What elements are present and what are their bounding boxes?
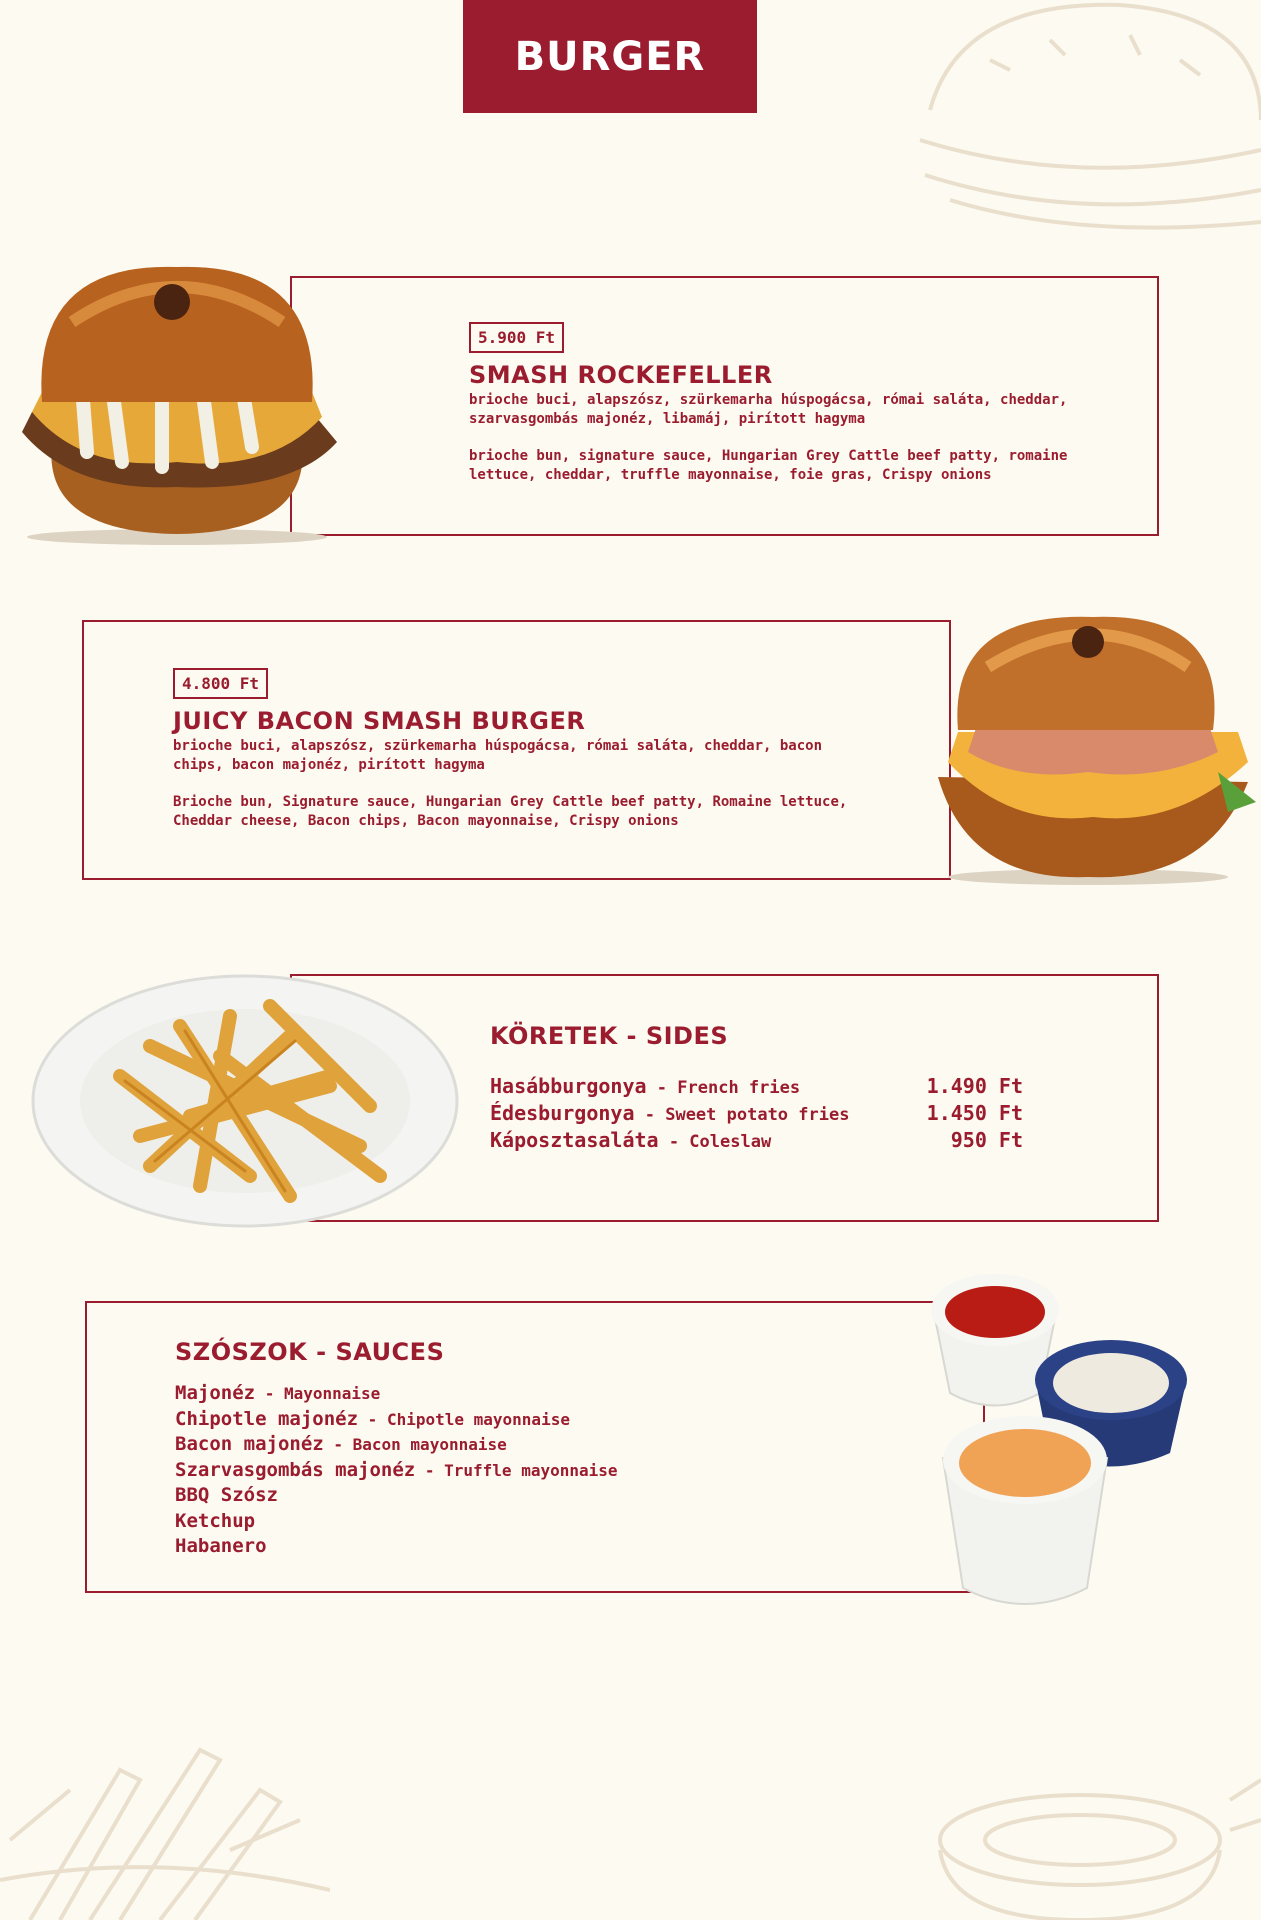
- fries-sketch-icon: [0, 1730, 330, 1920]
- item-description-hu: brioche buci, alapszósz, szürkemarha húspogácsa, római saláta, cheddar, bacon chips, bacon majonéz, pirított hagyma: [173, 738, 823, 773]
- side-name-en: Sweet potato fries: [665, 1105, 850, 1125]
- menu-header: [463, 0, 757, 113]
- sides-title: KÖRETEK - SIDES: [490, 1022, 729, 1050]
- burger-photo: [12, 262, 342, 547]
- burger-photo: [928, 612, 1258, 887]
- list-item: [175, 1382, 875, 1408]
- fries-photo: [30, 966, 460, 1231]
- side-name-en: French fries: [677, 1078, 801, 1098]
- sauce-separator: -: [323, 1435, 353, 1454]
- sauce-name-hu: Ketchup: [175, 1509, 256, 1532]
- list-item: [175, 1535, 875, 1561]
- side-price: 1.490 Ft: [926, 1074, 1023, 1098]
- list-item: [490, 1128, 1023, 1155]
- item-description-en: brioche bun, signature sauce, Hungarian Grey Cattle beef patty, romaine lettuce, cheddar, truffle mayonnaise, foie gras, Crispy onions: [469, 448, 1068, 483]
- sauce-name-en: Bacon mayonnaise: [352, 1435, 507, 1454]
- list-item: [175, 1433, 875, 1459]
- side-price: 950 Ft: [950, 1128, 1023, 1152]
- sauce-separator: -: [415, 1460, 445, 1480]
- sauce-name-en: Mayonnaise: [283, 1384, 381, 1403]
- list-item: [490, 1074, 1023, 1101]
- sauce-name-en: Truffle mayonnaise: [444, 1460, 618, 1480]
- side-separator: -: [646, 1078, 678, 1098]
- side-separator: -: [658, 1132, 690, 1152]
- side-name-hu: Káposztasaláta: [490, 1128, 659, 1152]
- sauce-name-en: Chipotle mayonnaise: [386, 1409, 570, 1429]
- sauces-title: SZÓSZOK - SAUCES: [175, 1338, 445, 1366]
- list-item: [175, 1510, 875, 1536]
- price-tag: 5.900 Ft: [469, 322, 564, 353]
- burger-sketch-icon: [900, 0, 1261, 235]
- sauce-separator: -: [255, 1384, 284, 1403]
- sauce-bowl-sketch-icon: [930, 1770, 1261, 1920]
- sauces-list: [175, 1382, 875, 1561]
- side-name-hu: Édesburgonya: [490, 1101, 635, 1125]
- item-name: JUICY BACON SMASH BURGER: [173, 707, 586, 735]
- sides-section: [490, 1022, 1023, 1155]
- list-item: [175, 1484, 875, 1510]
- item-name: SMASH ROCKEFELLER: [469, 361, 773, 389]
- sauces-section: [175, 1338, 875, 1561]
- sauce-name-hu: Bacon majonéz: [175, 1433, 324, 1455]
- menu-item-info: [469, 322, 1129, 485]
- side-name-hu: Hasábburgonya: [490, 1074, 647, 1098]
- side-name-en: Coleslaw: [689, 1132, 772, 1152]
- sauce-separator: -: [358, 1409, 387, 1429]
- item-description-hu: brioche buci, alapszósz, szürkemarha húspogácsa, római saláta, cheddar, szarvasgombás majonéz, libamáj, pirított hagyma: [469, 392, 1068, 427]
- menu-item-info: [173, 668, 873, 831]
- menu-title: BURGER: [514, 33, 706, 80]
- list-item: [175, 1408, 875, 1434]
- sauce-name-hu: Habanero: [175, 1535, 267, 1557]
- price-tag: 4.800 Ft: [173, 668, 268, 699]
- sauce-name-hu: Chipotle majonéz: [175, 1407, 359, 1430]
- sauce-name-hu: Majonéz: [175, 1382, 256, 1404]
- sides-list: [490, 1074, 1023, 1155]
- side-price: 1.450 Ft: [926, 1101, 1023, 1125]
- sauce-cups-photo: [925, 1268, 1195, 1613]
- list-item: [175, 1459, 875, 1485]
- sauce-name-hu: BBQ Szósz: [175, 1484, 278, 1506]
- item-description-en: Brioche bun, Signature sauce, Hungarian Grey Cattle beef patty, Romaine lettuce, Cheddar cheese, Bacon chips, Bacon mayonnaise, Crispy onions: [173, 794, 848, 829]
- side-separator: -: [634, 1105, 666, 1125]
- list-item: [490, 1101, 1023, 1128]
- sauce-name-hu: Szarvasgombás majonéz: [175, 1458, 416, 1481]
